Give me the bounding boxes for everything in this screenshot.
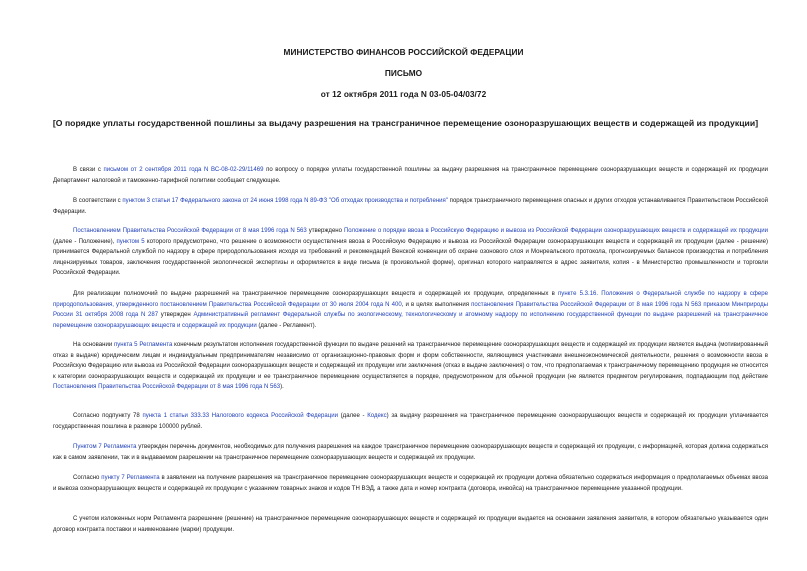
- link-regulation-point-7[interactable]: пункту 7 Регламента: [101, 475, 160, 481]
- paragraph-1: [53, 165, 768, 186]
- text: конечным результатом исполнения государственной функции по выдаче решений на трансграничное перемещение озоноразрушающих веществ и содержащей их продукции является выдача (мотивированный отказ в выдаче) юридическим лицам и индивидуальным предпринимателям независимо от организационно-правовых форм и форм собственности, являющимся участниками внешнеэкономической деятельности, решения о возможности ввоза в Российскую Федерацию или вывоза из Российской Федерации озоноразрушающих веществ и содержащей их продукции или заключения (отказ в выдаче заключения) о том, что предполагаемая к трансграничному перемещению продукция не относится к категории озоноразрушающих веществ и содержащей их продукции и ее трансграничное перемещение осуществляется в порядке, предусмотренном для обычной продукции (не является предметом регулирования, подпадающим под действие: [53, 342, 769, 380]
- text: утверждено: [306, 228, 344, 234]
- text: (далее - Положение),: [53, 238, 117, 245]
- ministry-heading: МИНИСТЕРСТВО ФИНАНСОВ РОССИЙСКОЙ ФЕДЕРАЦИИ: [283, 47, 524, 57]
- text: в заявлении на получение разрешения на трансграничное перемещение озоноразрушающих веществ и содержащей их продукции должна обязательно содержаться информация о предполагаемых объемах ввоза и вывоза озоноразрушающих веществ и содержащей их продукции с указанием товарных знаков и кодов ТН ВЭД, а также дата и номер контракта (договора, инвойса) на трансграничное перемещение указанной продукции.: [53, 475, 769, 492]
- document-subject: [О порядке уплаты государственной пошлины за выдачу разрешения на трансграничное перемещение озоноразрушающих веществ и содержащей из продукции]: [52, 118, 759, 128]
- link-tax-code-article[interactable]: пункта 1 статьи 333.33 Налогового кодекса Российской Федерации: [142, 413, 338, 419]
- paragraph-4: [53, 289, 768, 331]
- paragraph-9: [53, 514, 768, 535]
- link-point-5-3-16[interactable]: пункте 5.3.16. Положения о Федеральной службе по надзору в сфере природопользования, утвержденного постановлением Правительства Российской Федерации от 30 июля 2004 года N 400: [53, 291, 768, 308]
- text: (далее - Регламент).: [256, 322, 317, 329]
- link-order-287[interactable]: приказом Минприроды России 31 октября 2008 года N 287: [53, 301, 769, 319]
- link-resolution-563[interactable]: Постановлением Правительства Российской Федерации от 8 мая 1996 года N 563: [73, 228, 307, 234]
- document-type: ПИСЬМО: [384, 68, 423, 78]
- text: утвержден перечень документов, необходимых для получения разрешения на каждое трансграничное перемещение озоноразрушающих веществ и содержащей их продукции, с информацией, которая должна содержаться как в самом заявлении, так и в выдаваемом разрешении на трансграничное перемещение озоноразрушающих веществ и содержащей их продукции.: [53, 444, 768, 461]
- text: В соответствии с: [73, 198, 123, 204]
- paragraph-3: [53, 226, 768, 279]
- link-regulation-point-5[interactable]: пункта 5 Регламента: [113, 342, 173, 348]
- link-regulation-point-7[interactable]: Пунктом 7 Регламента: [73, 444, 137, 450]
- text: по вопросу о порядке уплаты государственной пошлины за выдачу разрешения на трансграничное перемещение озоноразрушающих веществ и содержащей их продукции Департамент налоговой и таможенно-тарифной политики сообщает следующее.: [53, 167, 768, 184]
- text: Для реализации полномочий по выдаче разрешений на трансграничное перемещение озоноразрушающих веществ и содержащей их продукции, определенных в: [73, 291, 559, 297]
- link-resolution-563[interactable]: постановления Правительства Российской Федерации от 8 мая 1996 года N 563: [471, 301, 702, 308]
- paragraph-6: [53, 411, 768, 432]
- text: ) за выдачу разрешения на трансграничное перемещение озоноразрушающих веществ и содержащей их продукции уплачивается государственная пошлина в размере 100000 рублей.: [53, 413, 768, 430]
- text: (далее -: [337, 413, 368, 419]
- paragraph-5: [53, 340, 768, 393]
- text: Согласно подпункту 78: [73, 413, 143, 419]
- paragraph-7: [53, 442, 768, 463]
- link-resolution-563[interactable]: Постановления Правительства Российской Федерации от 8 мая 1996 года N 563: [53, 384, 281, 391]
- document-date-number: от 12 октября 2011 года N 03-05-04/03/72: [320, 89, 487, 99]
- text: С учетом изложенных норм Регламента разрешение (решение) на трансграничное перемещение озоноразрушающих веществ и содержащей их продукции выдается на основании заявления заявителя, в котором обязательно указывается один договор контракта поставки и наименование (марки) продукции.: [53, 516, 768, 533]
- text: утвержден: [158, 312, 194, 319]
- text: порядок трансграничного перемещения опасных и других отходов устанавливается Правительством Российской Федерации.: [53, 198, 768, 215]
- text: В связи с: [73, 167, 104, 173]
- link-admin-regulation[interactable]: Административный регламент Федеральной службы по экологическому, технологическому и атомному надзору по исполнению государственной функции по выдаче разрешений на трансграничное перемещение озоноразрушающих веществ и содержащей их продукции: [53, 312, 768, 329]
- text: , и в целях выполнения: [401, 301, 472, 308]
- paragraph-8: [53, 473, 768, 494]
- paragraph-2: [53, 196, 768, 217]
- text: которого предусмотрено, что решение о возможности осуществления ввоза в Российскую Федерацию и вывоза из Российской Федерации озоноразрушающих веществ и содержащей их продукции (далее - решение) принимается Федеральной службой по надзору в сфере природопользования исходя из требований и рекомендаций Венской конвенции об охране озонового слоя и Монреальского протокола, прогнозируемых балансов производства и потребления лицензируемых товаров, заключения государственной экологической экспертизы и оформляется в виде письма (в произвольной форме), оригинал которого направляется в адрес заявителя, копия - в Министерство промышленности и торговли Российской Федерации.: [53, 238, 768, 277]
- text: Согласно: [73, 475, 102, 481]
- link-letter[interactable]: письмом от 2 сентября 2011 года N ВС-08-02-29/11469: [103, 167, 264, 173]
- text: На основании: [73, 342, 114, 348]
- link-point-5[interactable]: пунктом 5: [116, 238, 145, 245]
- link-code[interactable]: Кодекс: [367, 413, 387, 419]
- text: ).: [280, 384, 284, 391]
- link-regulation[interactable]: Положение о порядке ввоза в Российскую Федерацию и вывоза из Российской Федерации озоноразрушающих веществ и содержащей их продукции: [343, 228, 768, 234]
- link-federal-law[interactable]: пунктом 3 статьи 17 Федерального закона от 24 июня 1998 года N 89-ФЗ "Об отходах производства и потребления": [122, 198, 448, 204]
